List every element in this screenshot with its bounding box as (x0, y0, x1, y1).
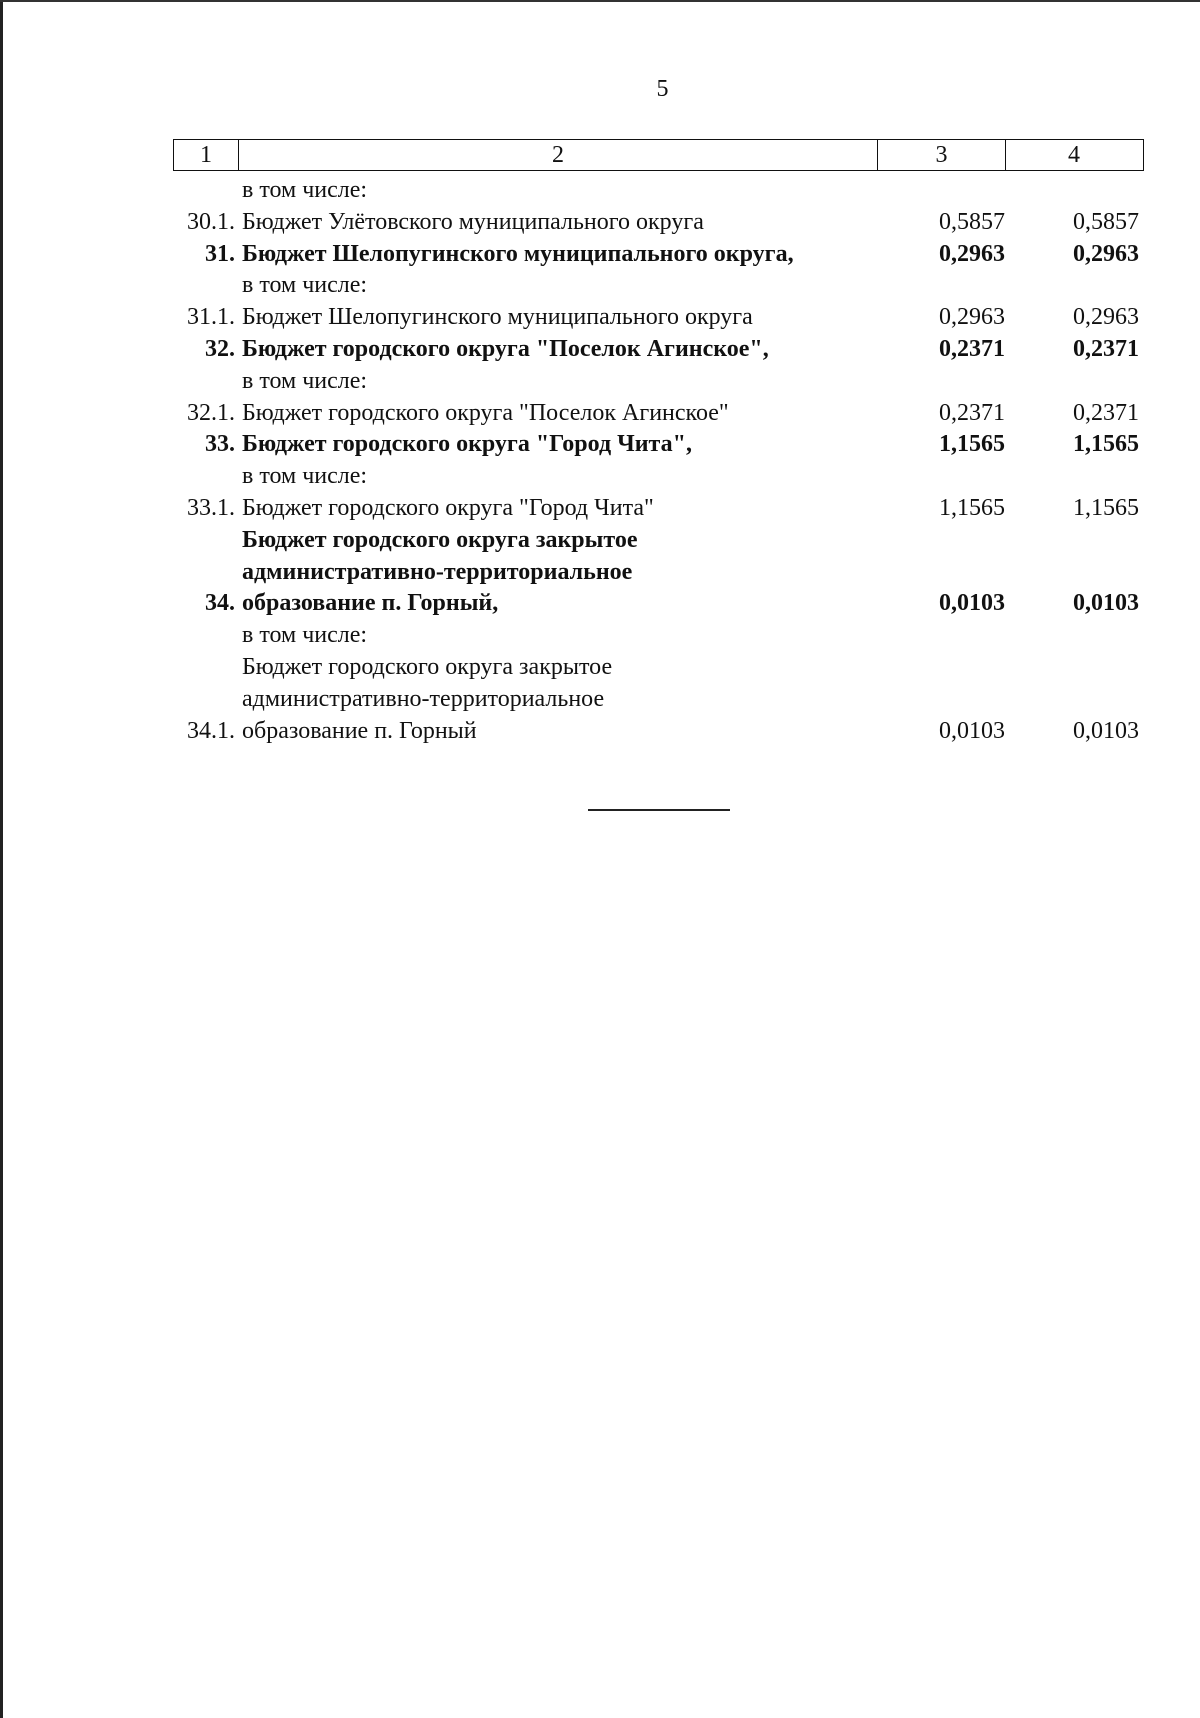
row-name (238, 525, 877, 620)
row-name (238, 652, 877, 747)
table-row (173, 239, 1144, 271)
row-name-line: в том числе: (242, 177, 368, 203)
row-value-col4: 0,0103 (1073, 590, 1139, 617)
row-name (238, 302, 877, 334)
header-col-1: 1 (174, 140, 239, 170)
row-number: 32. (205, 335, 235, 362)
row-value-col3: 0,0103 (939, 590, 1005, 617)
scan-edge-top (0, 0, 1200, 2)
row-name (238, 429, 877, 461)
header-col-2: 2 (239, 140, 878, 170)
table-row (173, 398, 1144, 430)
table-row (173, 175, 1144, 207)
end-rule (588, 809, 730, 811)
row-subnote: в том числе: (242, 622, 368, 649)
row-subnote: в том числе: (242, 463, 368, 490)
row-name (238, 493, 877, 525)
header-col-4: 4 (1068, 142, 1080, 168)
row-number: 34.1. (187, 717, 235, 744)
row-value-col3: 0,2963 (939, 240, 1005, 267)
table-row (173, 429, 1144, 461)
row-name-line: административно-территориальное (242, 685, 605, 712)
row-value-col3: 1,1565 (939, 494, 1005, 521)
table-header (173, 139, 1144, 171)
header-col-3: 3 (878, 140, 1006, 170)
row-number: 33.1. (187, 494, 235, 521)
row-name (238, 207, 877, 239)
table-row (173, 652, 1144, 747)
row-number: 32.1. (187, 399, 235, 426)
table-row-subnote (173, 461, 1144, 493)
row-name-line: Бюджет Шелопугинского муниципального округа, (242, 240, 794, 267)
table-row (173, 493, 1144, 525)
page-number: 5 (656, 76, 669, 102)
scan-edge-left (0, 0, 3, 1718)
row-name (238, 398, 877, 430)
row-name-line: Бюджет Улётовского муниципального округа (242, 208, 704, 235)
table-row (173, 334, 1144, 366)
row-name-line: Бюджет городского округа "Поселок Агинское" (242, 399, 729, 426)
row-value-col4: 0,2963 (1073, 304, 1139, 331)
table-row-subnote (173, 620, 1144, 652)
row-name-line: Бюджет городского округа закрытое (242, 653, 613, 680)
row-name-line: образование п. Горный (242, 717, 477, 744)
row-value-col3: 0,2371 (939, 335, 1005, 362)
row-name-line: Бюджет городского округа "Город Чита", (242, 431, 692, 458)
row-value-col4: 0,2371 (1073, 335, 1139, 362)
row-value-col3: 1,1565 (939, 431, 1005, 458)
row-value-col4: 0,2371 (1073, 399, 1139, 426)
table-row-subnote (173, 270, 1144, 302)
row-number: 34. (205, 590, 235, 617)
row-name-line: Бюджет городского округа закрытое (242, 526, 638, 553)
row-name-line: образование п. Горный, (242, 590, 499, 617)
row-value-col3: 0,2371 (939, 399, 1005, 426)
row-name (238, 175, 877, 207)
row-name-line: Бюджет городского округа "Поселок Агинское", (242, 335, 769, 362)
table-body (173, 175, 1144, 747)
row-number: 31. (205, 240, 235, 267)
row-name (238, 334, 877, 366)
row-number: 30.1. (187, 208, 235, 235)
row-value-col4: 0,0103 (1073, 717, 1139, 744)
row-name-line: административно-территориальное (242, 558, 633, 585)
row-value-col3: 0,5857 (939, 208, 1005, 235)
table-row (173, 302, 1144, 334)
table-row (173, 525, 1144, 620)
row-number: 31.1. (187, 304, 235, 331)
table-row (173, 207, 1144, 239)
row-value-col3: 0,0103 (939, 717, 1005, 744)
row-value-col3: 0,2963 (939, 304, 1005, 331)
row-value-col4: 0,2963 (1073, 240, 1139, 267)
row-number: 33. (205, 431, 235, 458)
row-value-col4: 1,1565 (1073, 494, 1139, 521)
row-name (238, 239, 877, 271)
row-name-line: Бюджет городского округа "Город Чита" (242, 494, 654, 521)
row-subnote: в том числе: (242, 272, 368, 299)
table-row-subnote (173, 366, 1144, 398)
row-value-col4: 0,5857 (1073, 208, 1139, 235)
row-name-line: Бюджет Шелопугинского муниципального округа (242, 304, 753, 331)
row-subnote: в том числе: (242, 367, 368, 394)
row-value-col4: 1,1565 (1073, 431, 1139, 458)
